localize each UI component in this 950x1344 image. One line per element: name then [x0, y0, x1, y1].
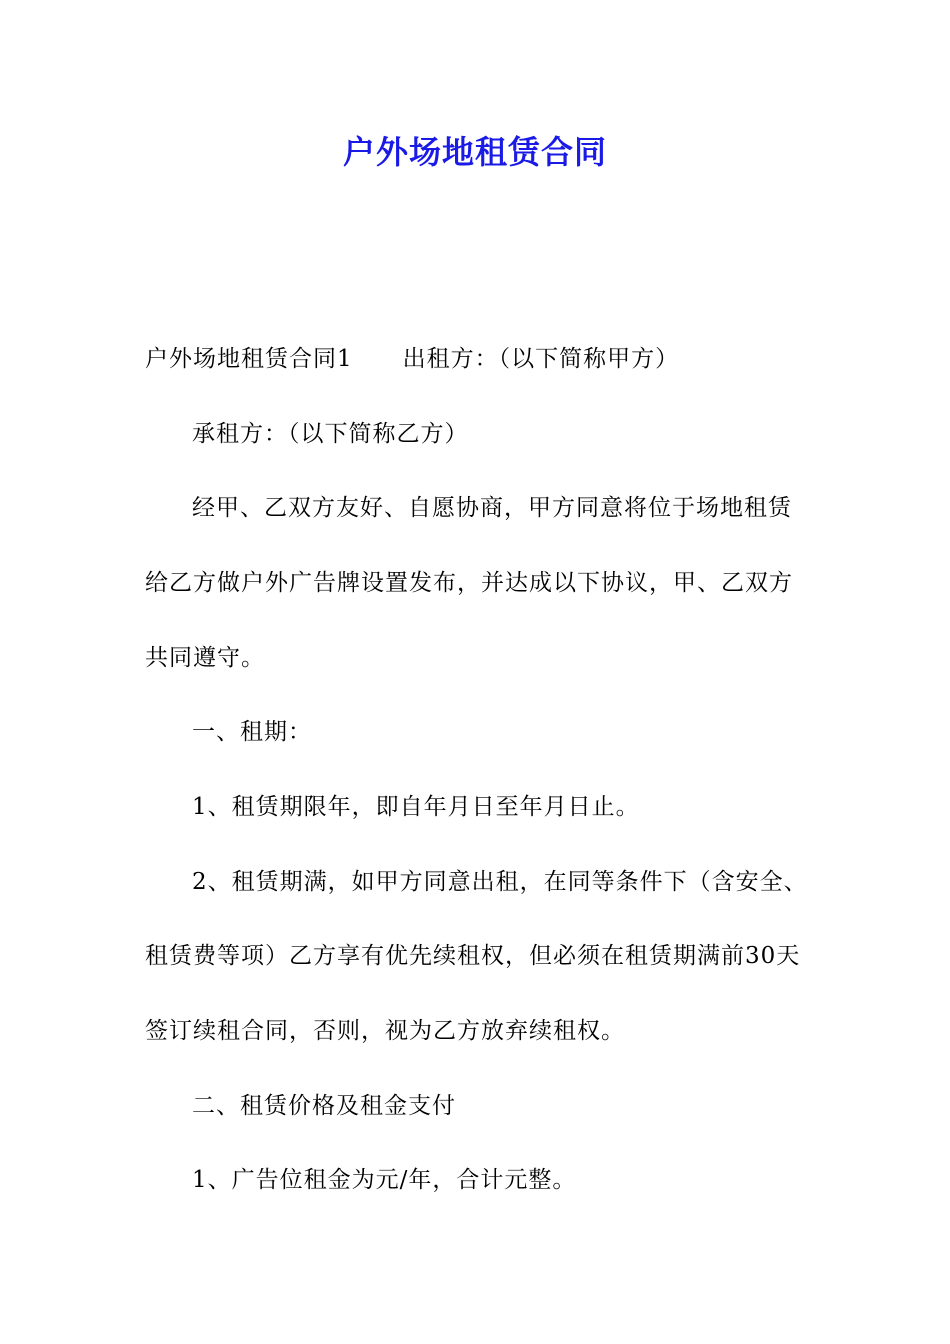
paragraph-line: 共同遵守。	[145, 645, 265, 671]
clause-line: 签订续租合同，否则，视为乙方放弃续租权。	[145, 1018, 625, 1044]
lessee-label: 承租方：（以下简称乙方）	[192, 421, 469, 447]
clause-line: 租赁费等项）乙方享有优先续租权，但必须在租赁期满前30天	[145, 943, 801, 969]
contract-subtitle: 户外场地租赁合同1	[145, 346, 353, 372]
contract-heading-line	[145, 343, 679, 375]
clause-line: 1、租赁期限年，即自年月日至年月日止。	[192, 794, 640, 820]
section-heading-lease-term: 一、租期：	[192, 719, 312, 745]
section-heading-price: 二、租赁价格及租金支付	[192, 1093, 456, 1119]
lessor-label: 出租方：（以下简称甲方）	[402, 346, 680, 372]
clause-line: 1、广告位租金为元/年，合计元整。	[192, 1167, 577, 1193]
document-title: 户外场地租赁合同	[342, 133, 607, 171]
paragraph-line: 给乙方做户外广告牌设置发布，并达成以下协议，甲、乙双方	[145, 570, 793, 596]
paragraph-line: 经甲、乙双方友好、自愿协商，甲方同意将位于场地租赁	[192, 495, 792, 521]
clause-line: 2、租赁期满，如甲方同意出租，在同等条件下（含安全、	[192, 869, 808, 895]
